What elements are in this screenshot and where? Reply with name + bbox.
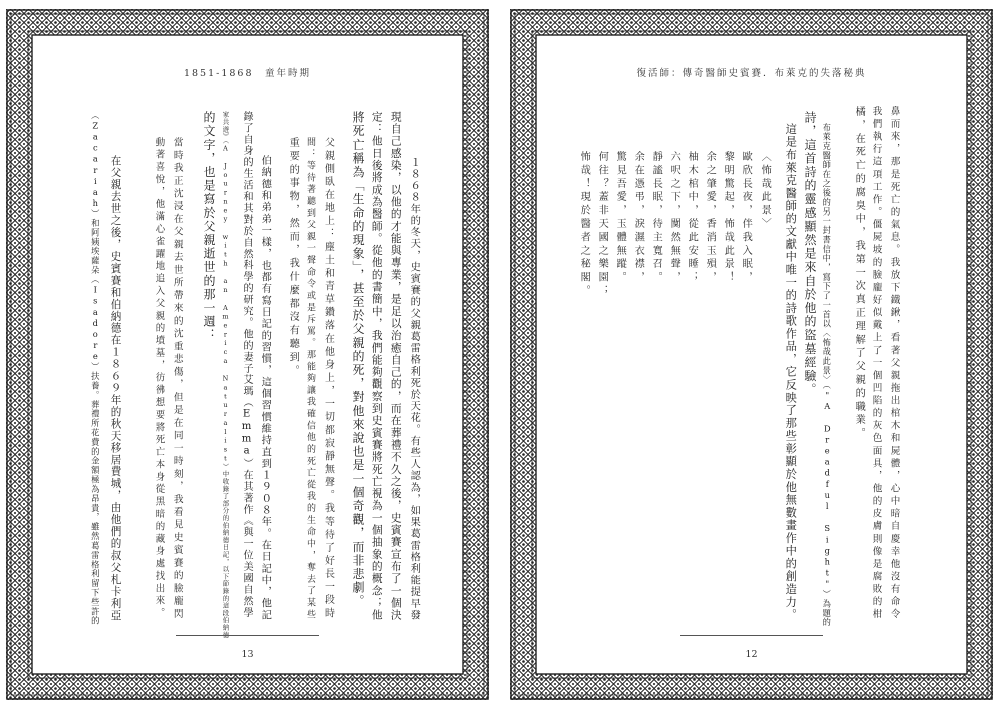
right-page xyxy=(510,9,993,700)
left-page xyxy=(6,9,489,700)
running-header: 復活師：傳奇醫師史賓賽．布萊克的失落秘典 xyxy=(636,68,867,79)
text-column: 在父親去世之後，史賓賽和伯納德在１８６９年的秋天移居費城，由他們的叔父札卡利亞 xyxy=(109,155,122,622)
poem-line: 柚木棺中，從此安睡； xyxy=(686,151,698,285)
poem-line: 驚見吾愛，玉體無蹤。 xyxy=(614,151,626,285)
quote-column: 間：等待著聽到父親一聲命令或是斥罵。那能夠讓我確信他的死亡從我的生命中，奪去了某些 xyxy=(304,137,315,622)
text-column: 的文字，也是寫於父親逝世的那一週： xyxy=(202,111,216,343)
text-column: 將死亡稱為「生命的現象」，甚至於父親的死，對他來說也是一個奇觀，而非悲劇。 xyxy=(351,111,365,609)
page-number: 12 xyxy=(745,649,758,660)
poem-line: 六呎之下，闃然無聲， xyxy=(668,151,680,285)
poem-line: 余在憑弔，淚濕衣襟， xyxy=(632,151,644,285)
quote-column: 當時我正沈浸在父親去世所帶來的沈重悲傷，但是在同一時刻，我看見史賓賽的臉龐閃 xyxy=(171,137,183,622)
poem-line: 靜謐長眠，待主寬召。 xyxy=(650,151,662,285)
poem-title: 〈怖哉此景〉 xyxy=(759,151,771,232)
quote-column: 動著喜悅，他滿心雀躍地追入父親的墳墓，彷彿想要將死亡本身從黑暗的藏身處找出來。 xyxy=(153,137,165,621)
footer-rule xyxy=(176,635,319,636)
quote-column: 我們執行這項工作。僵屍坡的臉龐好似戴上了一個凹陷的灰色面具，他的皮膚則像是腐敗的柑 xyxy=(870,106,882,622)
quote-column: 重要的事物，然而，我什麼都沒有聽到。 xyxy=(287,137,299,379)
ornamental-border xyxy=(510,9,993,700)
text-column: 布萊克醫師在之後的另一封書信中，寫下了一首以〈怖哉此景〉（"A Dreadful Sight"）為題的 xyxy=(822,123,833,628)
quote-column: 橘，在死亡的腐臭中，我第一次真正理解了父親的職業。 xyxy=(853,106,865,441)
poem-line: 歐欣長夜，伴我入眠， xyxy=(740,151,752,285)
text-column: 定：他日後將成為醫師。從他的書簡中，我們能夠觀察到史賓賽將死亡視為一個抽象的概念；他 xyxy=(370,111,384,622)
quote-column: 父親側臥在地上：塵土和青草鑽落在他身上，一切都寂靜無聲。我等待了好長一段時 xyxy=(322,137,334,621)
text-column: 家共遊》（A Journey with an America Naturalist）中收錄了部分的伯納德日記，以下節錄的這段伯納德 xyxy=(221,111,230,639)
quote-column: 鼻而來，那是死亡的氣息。我放下鐵鍬，看著父親拖出棺木和屍體，心中暗自慶幸他沒有命令 xyxy=(888,106,900,622)
text-column: 錄了自身的生活和其對於自然科學的研究。他的妻子艾瑪（Emma）在其著作《與一位美國自然學 xyxy=(241,111,253,619)
text-column: 現自己感染，以他的才能與專業，是足以治癒自己的，而在葬禮不久之後，史賓賽宣布了一個決 xyxy=(389,111,403,622)
text-column: 伯納德和弟弟一樣，也都有寫日記的習慣，這個習慣維持直到１９０８年。在日記中，他記 xyxy=(259,155,272,621)
page-number: 13 xyxy=(241,649,254,660)
text-column: 這是布萊克醫師的文獻中唯一的詩歌作品，它反映了那些彰顯於他無數畫作中的創造力。 xyxy=(784,123,798,622)
running-header: 1851-1868 童年時期 xyxy=(183,68,312,79)
poem-line: 何往？蓋非天國之樂園； xyxy=(596,151,608,299)
poem-line: 黎明驚起，怖哉此景！ xyxy=(722,151,734,285)
text-column: （Zacariah）和阿姨埃薩朵（Isadore）扶養。葬禮所花費的金額極為昂貴，雖然葛雷格利留下些許的 xyxy=(90,111,101,626)
footer-rule xyxy=(680,635,823,636)
poem-line: 怖哉！現於醫者之秘閣。 xyxy=(578,151,590,299)
poem-line: 余之肇愛，香消玉殞， xyxy=(704,151,716,285)
text-column: １８６８年的冬天，史賓賽的父親葛雷格利死於天花。有些人認為，如果葛雷格利能提早發 xyxy=(408,157,421,621)
text-column: 詩，這首詩的靈感顯然是來自於他的盜墓經驗。 xyxy=(803,111,817,397)
